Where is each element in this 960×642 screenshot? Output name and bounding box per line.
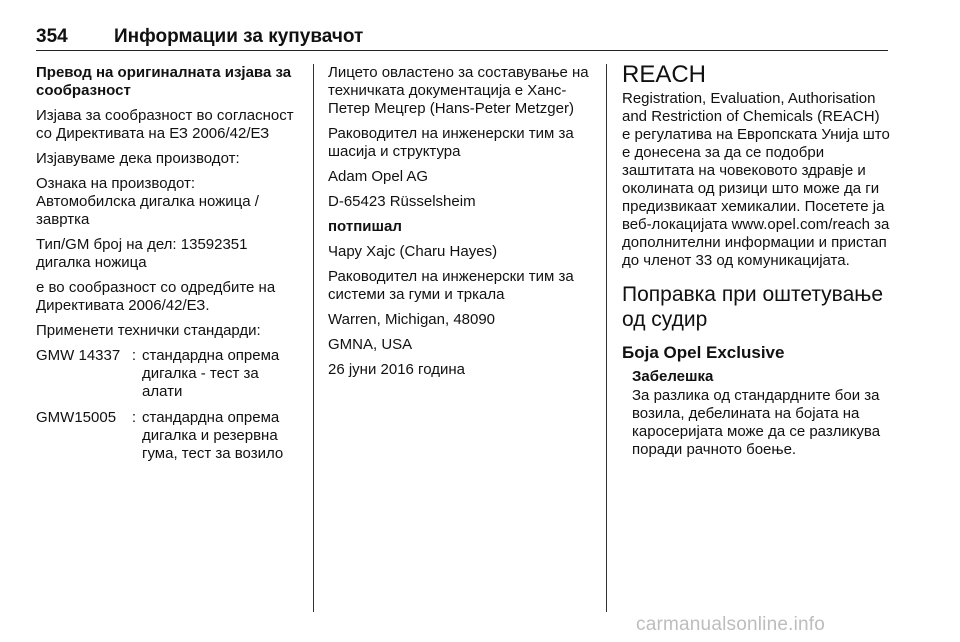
page-title: Информации за купувачот [114, 26, 364, 47]
signed-label: потпишал [328, 218, 402, 235]
signature-date: 26 јуни 2016 година [328, 361, 465, 378]
watermark-text: carmanualsonline.info [636, 614, 826, 635]
column-left [36, 64, 298, 471]
page-number: 354 [36, 26, 68, 47]
column-divider-left [313, 64, 314, 612]
standard-description: стандардна опрема дигалка - тест за алати [142, 347, 280, 400]
authorized-person: Лицето овластено за составување на техничката документација е Ханс-Петер Мецгер (Hans-Peter Metzger) [328, 64, 589, 117]
subsection-heading: Боја Opel Exclusive [622, 343, 785, 362]
column-right [622, 61, 892, 459]
standard-separator: : [131, 347, 137, 364]
table-row [36, 409, 298, 471]
signatory-org: GMNA, USA [328, 336, 413, 353]
declaration-intro: Изјава за сообразност во согласност со Директивата на ЕЗ 2006/42/ЕЗ [36, 107, 294, 142]
standard-code: GMW15005 [36, 409, 117, 426]
conformity-statement: е во сообразност со одредбите на Директивата 2006/42/ЕЗ. [36, 279, 276, 314]
standards-table [36, 347, 298, 471]
company-address: D-65423 Rüsselsheim [328, 193, 476, 210]
standards-label: Применети технички стандарди: [36, 322, 261, 339]
reach-text: Registration, Evaluation, Authorisation and Restriction of Chemicals (REACH) е регулатива на Европската Унија што е донесена за да се подобри заштитата на човековото здравје и околината од ризици што може да ги предизвикаат хемикалии. Посетете ја веб-локацијата www.opel.com/reach за дополнителни информации и пристап до членот 33 од комуникацијата. [622, 90, 890, 269]
authorized-role: Раководител на инженерски тим за шасија и структура [328, 125, 574, 160]
table-row [36, 347, 298, 409]
signatory-city: Warren, Michigan, 48090 [328, 311, 496, 328]
standard-separator: : [131, 409, 137, 426]
note-title: Забелешка [632, 368, 714, 385]
declaration-statement: Изјавуваме дека производот: [36, 150, 240, 167]
page-header [36, 26, 888, 51]
product-designation: Ознака на производот: Автомобилска дигалка ножица / завртка [36, 175, 259, 228]
company-name: Adam Opel AG [328, 168, 429, 185]
signatory-name: Чару Хајс (Charu Hayes) [328, 243, 498, 260]
standard-code: GMW 14337 [36, 347, 121, 364]
signatory-role: Раководител на инженерски тим за системи за гуми и тркала [328, 268, 574, 303]
column-divider-right [606, 64, 607, 612]
standard-description: стандардна опрема дигалка и резервна гума, тест за возило [142, 409, 284, 462]
reach-heading: REACH [622, 61, 707, 88]
note-block [632, 368, 892, 459]
column-middle [328, 64, 596, 386]
note-text: За разлика од стандардните бои за возила, дебелината на бојата на каросеријата може да се разликува поради рачното боење. [632, 387, 881, 458]
declaration-heading: Превод на оригиналната изјава за сообразност [36, 64, 292, 99]
part-number: Тип/GM број на дел: 13592351 дигалка ножица [36, 236, 248, 271]
section-heading: Поправка при оштетување од судир [622, 283, 884, 331]
